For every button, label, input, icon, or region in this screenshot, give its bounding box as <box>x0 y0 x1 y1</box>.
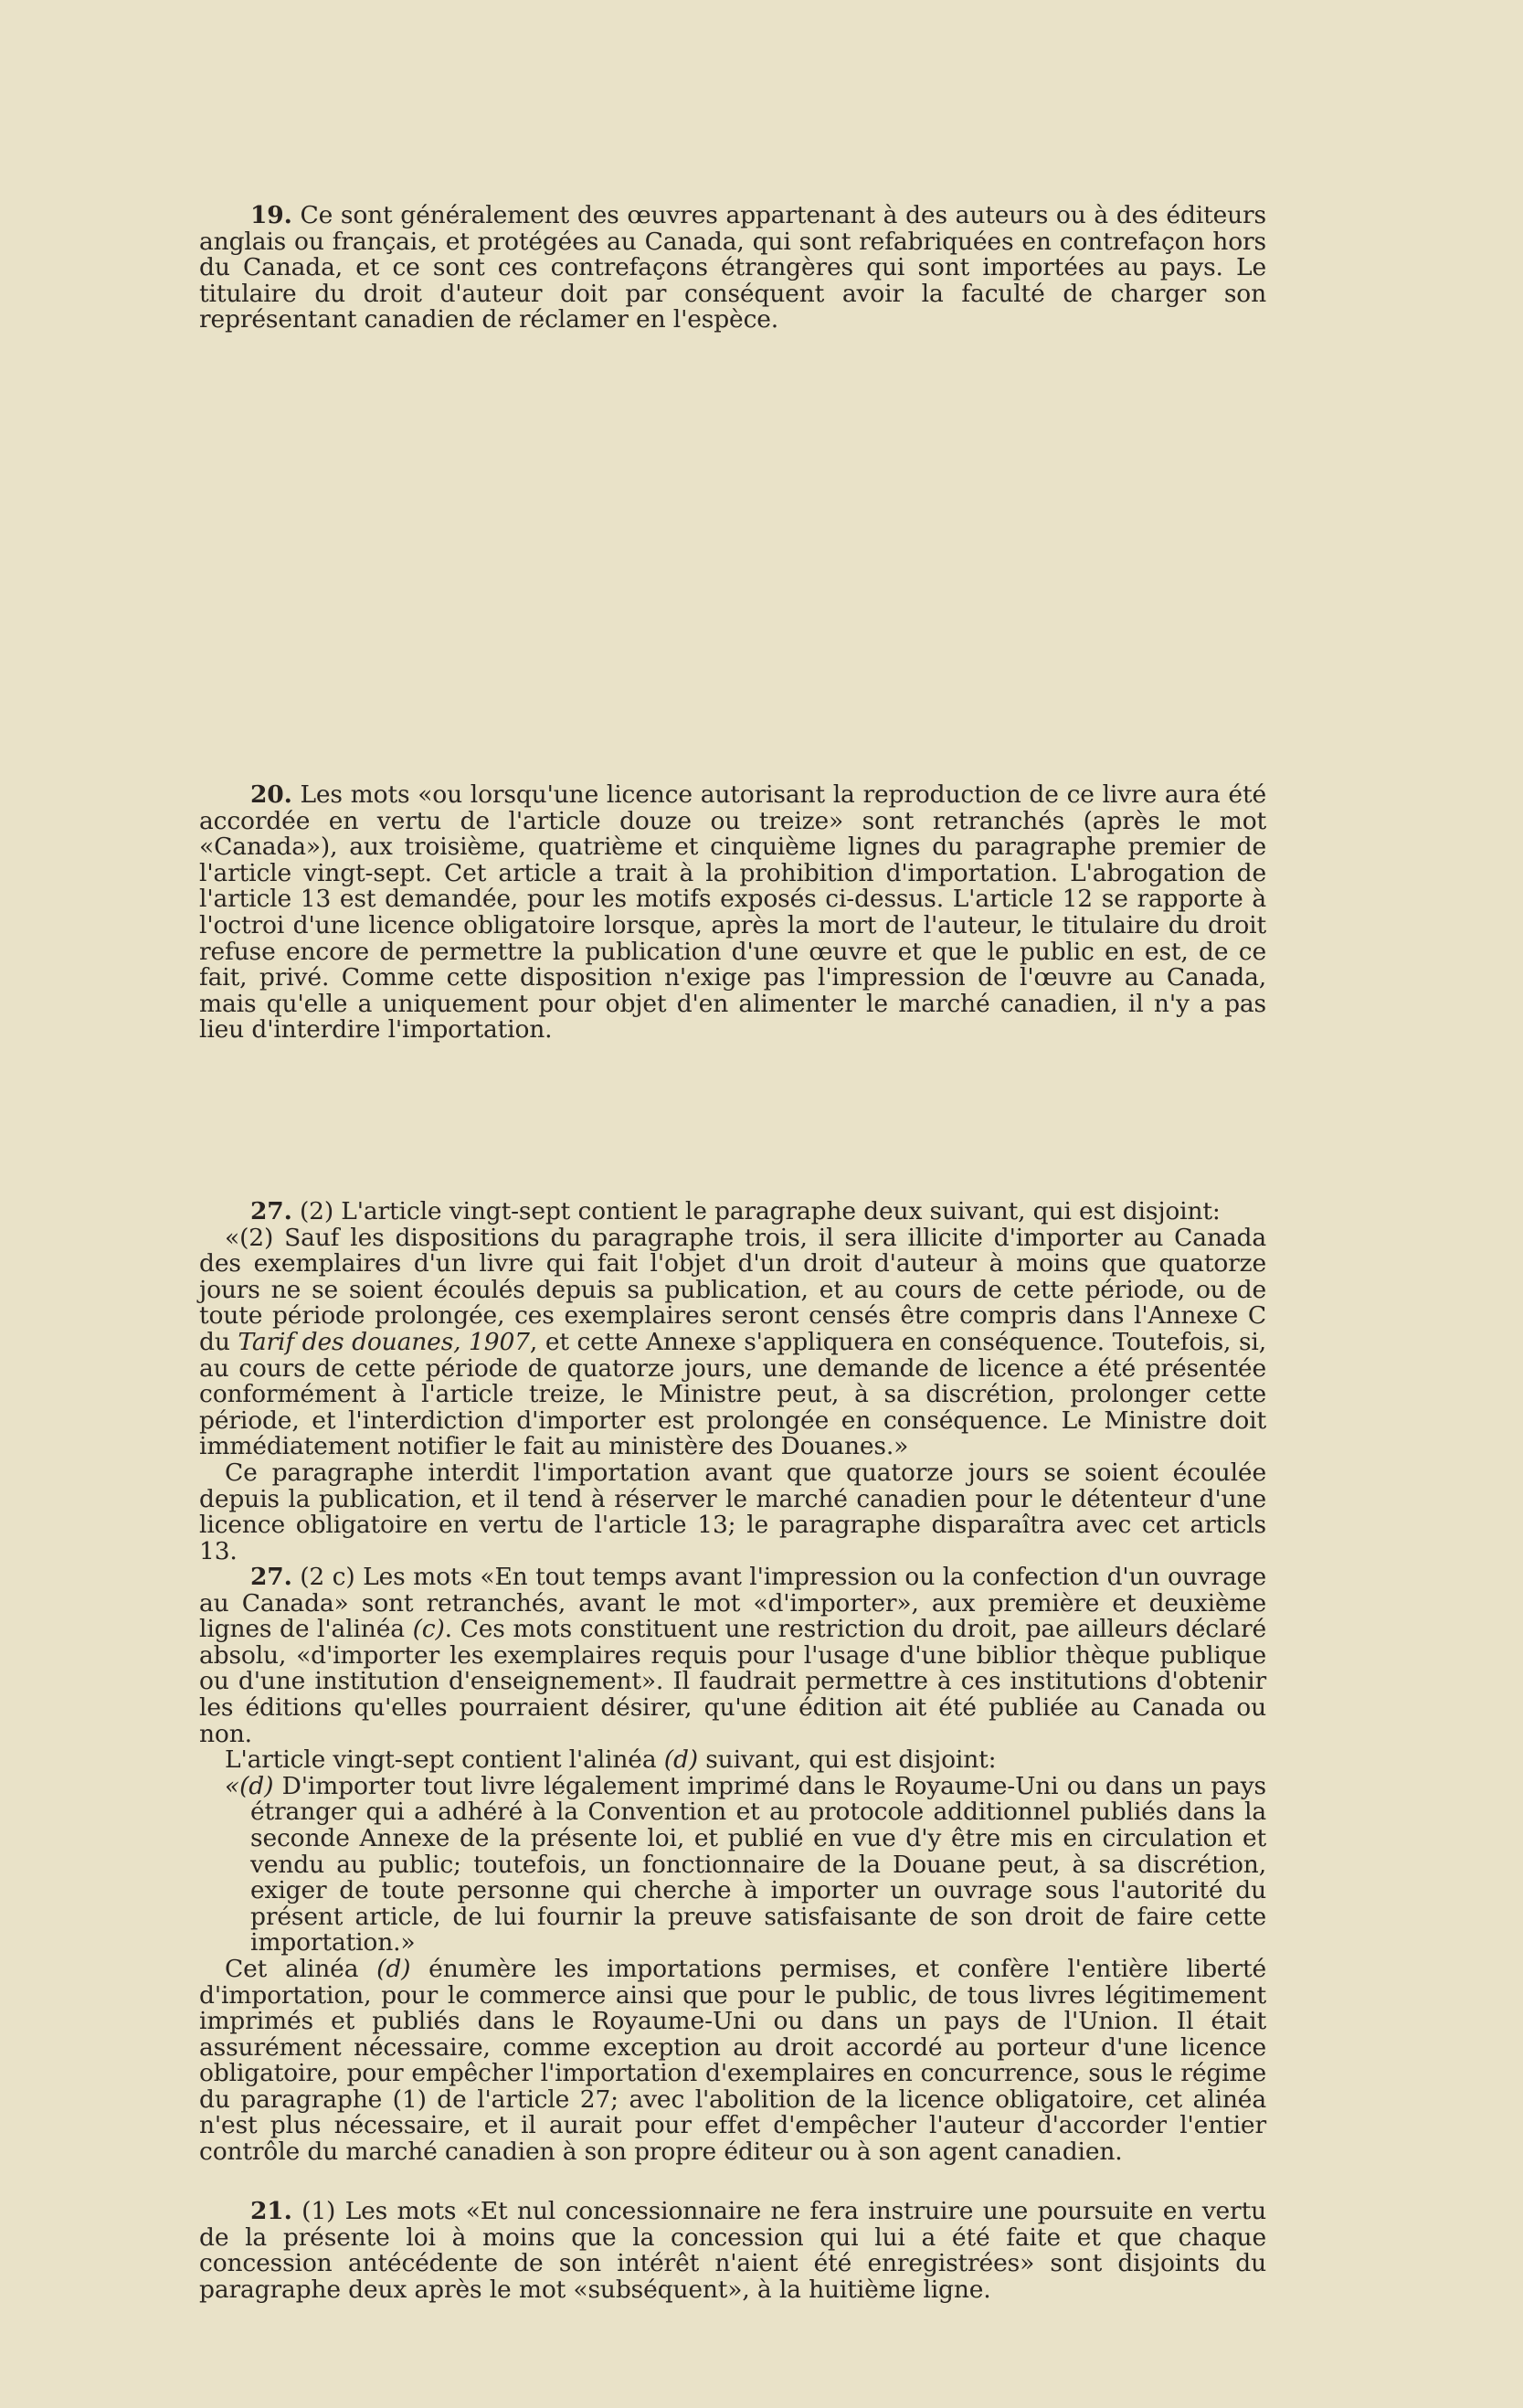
paragraph-text: (2) L'article vingt-sept contient le paragraphe deux suivant, qui est disjoint: <box>299 1197 1221 1225</box>
section-number: 27. <box>250 1563 292 1591</box>
paragraph-27-2c: 27. (2 c) Les mots «En tout temps avant l'impression ou la confection d'un ouvrage au Canada» sont retranchés, avant le mot «d'importer», aux première et deuxième lignes de l'alinéa (c). Ces mots constituent une restriction du droit, pae ailleurs déclaré absolu, «d'importer les exemplaires requis pour l'usage d'une biblior thèque publique ou d'une institution d'enseignement». Il faudrait permettre à ces institutions d'obtenir les éditions qu'elles pourraient désirer, qu'une édition ait été publiée au Canada ou non. <box>199 1563 1267 1748</box>
section-number: 27. <box>250 1197 292 1225</box>
paragraph-text: (1) Les mots «Et nul concessionnaire ne fera instruire une poursuite en vertu de la présente loi à moins que la concession qui lui a été faite et que chaque concession antécédente de son intérêt n'aient été enregistrées» sont disjoints du paragraphe deux après le mot «subséquent», à la huitième ligne. <box>199 2197 1266 2304</box>
section-21 <box>199 2199 1266 2303</box>
paragraph-alinea-d-comment: Cet alinéa (d) énumère les importations permises, et confère l'entière liberté d'importation, pour le commerce ainsi que pour le public, de tous livres légitimement imprimés et publiés dans le Royaume-Uni ou dans un pays de l'Union. Il était assurément nécessaire, comme exception au droit accordé au porteur d'une licence obligatoire, pour empêcher l'importation d'exemplaires en concurrence, sous le régime du paragraphe (1) de l'article 27; avec l'abolition de la licence obligatoire, cet alinéa n'est plus nécessaire, et il aurait pour effet d'empêcher l'auteur d'accorder l'entier contrôle du marché canadien à son propre éditeur ou à son agent canadien. <box>199 1954 1266 2167</box>
paragraph-27-2-comment: Ce paragraphe interdit l'importation avant que quatorze jours se soient écoulée depuis la publication, et il tend à réserver le marché canadien pour le détenteur d'une licence obligatoire en vertu de l'article 13; le paragraphe disparaîtra avec cet articls 13. <box>199 1458 1266 1565</box>
paragraph-text: Les mots «ou lorsqu'une licence autorisant la reproduction de ce livre aura été accordée en vertu de l'article douze ou treize» sont retranchés (après le mot «Canada»), aux troisième, quatrième et cinquième lignes du paragraphe premier de l'article vingt-sept. Cet article a trait à la prohibition d'importation. L'abrogation de l'article 13 est demandée, pour les motifs exposés ci-dessus. L'article 12 se rapporte à l'octroi d'une licence obligatoire lorsque, après la mort de l'auteur, le titulaire du droit refuse encore de permettre la publication d'une œuvre et que le public en est, de ce fait, privé. Comme cette disposition n'exige pas l'impression de l'œuvre au Canada, mais qu'elle a uniquement pour objet d'en alimenter le marché canadien, il n'y a pas lieu d'interdire l'importation. <box>199 780 1266 1045</box>
paragraph-20 <box>199 782 1266 1044</box>
tarif-title: Tarif des douanes, 1907 <box>238 1327 530 1356</box>
paragraph-21 <box>199 2199 1266 2303</box>
paragraph-19 <box>199 203 1266 334</box>
quoted-alinea-d: «(d) D'importer tout livre légalement imprimé dans le Royaume-Uni ou dans un pays étranger qui a adhéré à la Convention et au protocole additionnel publiés dans la seconde Annexe de la présente loi, et publié en vue d'y être mis en circulation et vendu au public; toutefois, un fonctionnaire de la Douane peut, à sa discrétion, exiger de toute personne qui cherche à importer un ouvrage sous l'autorité du présent article, de lui fournir la preuve satisfaisante de son droit de faire cette importation.» <box>225 1771 1266 1957</box>
section-number: 19. <box>250 201 292 229</box>
paragraph-alinea-d-intro: L'article vingt-sept contient l'alinéa (d) suivant, qui est disjoint: <box>225 1745 997 1775</box>
section-20 <box>199 782 1266 1044</box>
paragraph-text: Ce sont généralement des œuvres appartenant à des auteurs ou à des éditeurs anglais ou français, et protégées au Canada, qui sont refabriquées en contrefaçon hors du Canada, et ce sont ces contrefaçons étrangères qui sont importées au pays. Le titulaire du droit d'auteur doit par conséquent avoir la faculté de charger son représentant canadien de réclamer en l'espèce. <box>199 201 1266 334</box>
section-number: 20. <box>250 780 292 809</box>
section-number: 21. <box>250 2197 292 2225</box>
section-19 <box>199 203 1266 334</box>
quoted-paragraph-2: «(2) Sauf les dispositions du paragraphe trois, il sera illicite d'importer au Canada des exemplaires d'un livre qui fait l'objet d'un droit d'auteur à moins que quatorze jours ne se soient écoulés depuis sa publication, et au cours de cette période, ou de toute période prolongée, ces exemplaires seront censés être compris dans l'Annexe C du Tarif des douanes, 1907, et cette Annexe s'appliquera en conséquence. Toutefois, si, au cours de cette période de quatorze jours, une demande de licence a été présentée conformément à l'article treize, le Ministre peut, à sa discrétion, prolonger cette période, et l'interdiction d'importer est prolongée en conséquence. Le Ministre doit immédiatement notifier le fait au ministère des Douanes.» <box>199 1223 1266 1461</box>
paragraph-27-2-intro <box>199 1199 1266 1225</box>
section-27-2 <box>199 1199 1266 1565</box>
section-27-2c <box>199 1565 1266 2166</box>
